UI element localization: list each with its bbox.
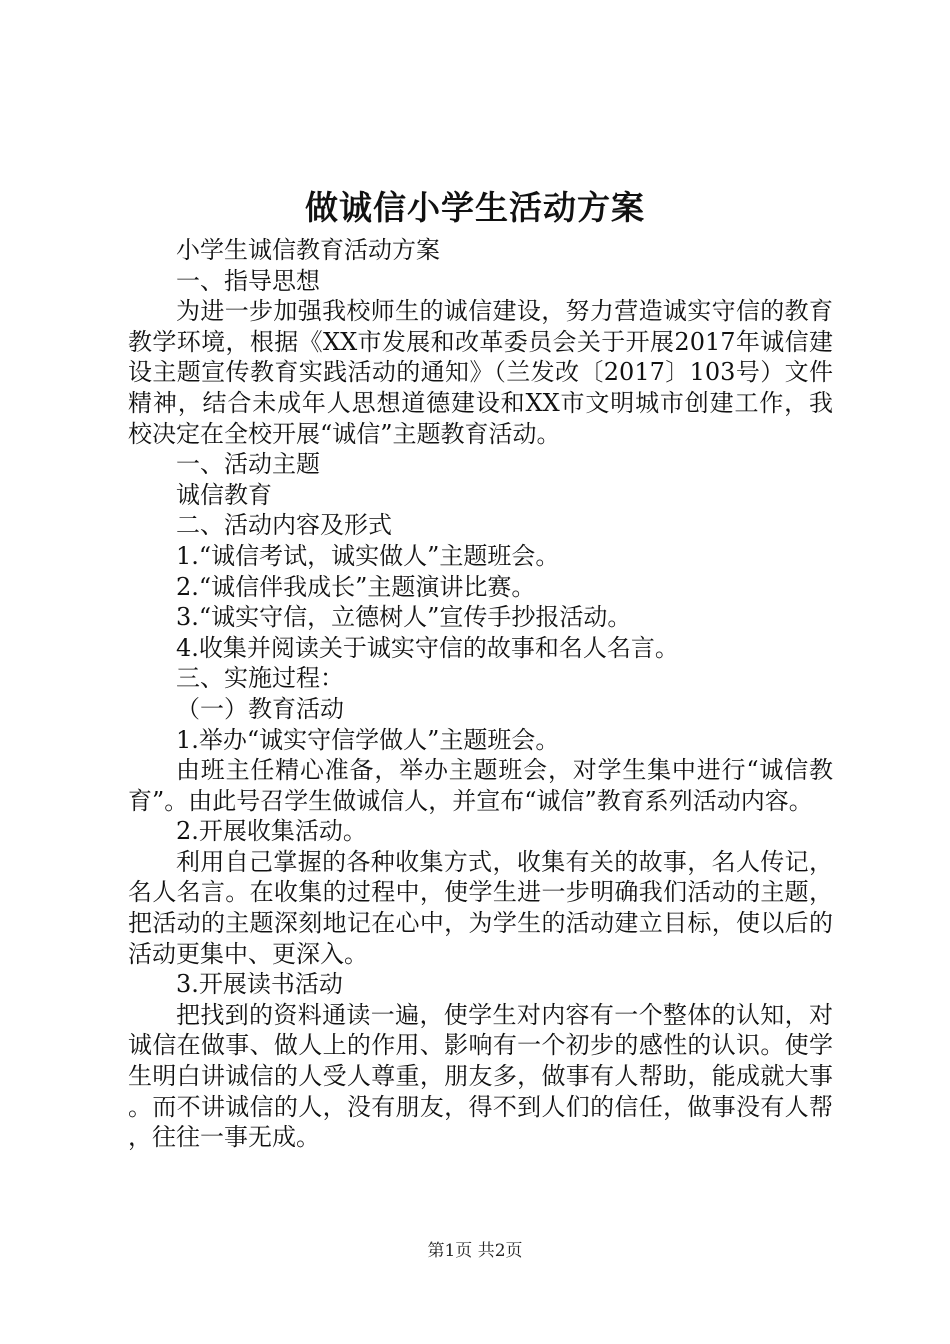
paragraph: 3.“诚实守信，立德树人”宣传手抄报活动。: [176, 603, 632, 632]
paragraph: 小学生诚信教育活动方案: [176, 236, 440, 264]
paragraph: 三、实施过程：: [176, 664, 344, 693]
paragraph: 为进一步加强我校师生的诚信建设，努力营造诚实守信的教育教学环境，根据《XX市发展和改革委员会关于开展2017年诚信建设主题宣传教育实践活动的通知》（兰发改〔2017〕103号）文件精神，结合未成年人思想道德建设和XX市文明城市创建工作，我校决定在全校开展“诚信”主题教育活动。: [128, 297, 833, 448]
document-title: 做诚信小学生活动方案: [305, 188, 645, 227]
paragraph: 二、活动内容及形式: [176, 511, 392, 540]
paragraph: 一、活动主题: [176, 450, 320, 479]
paragraph: 诚信教育: [176, 480, 272, 509]
paragraph: 2.“诚信伴我成长”主题演讲比赛。: [176, 572, 536, 601]
paragraph: 2.开展收集活动。: [176, 817, 367, 846]
paragraph: 利用自己掌握的各种收集方式，收集有关的故事，名人传记，名人名言。在收集的过程中，使学生进一步明确我们活动的主题，把活动的主题深刻地记在心中，为学生的活动建立目标，使以后的活动更集中、更深入。: [128, 847, 833, 968]
page-footer: 第1页 共2页: [427, 1241, 523, 1261]
paragraph: 一、指导思想: [176, 266, 320, 295]
document-body: [128, 235, 833, 1153]
paragraph: （一）教育活动: [176, 694, 344, 723]
paragraph: 1.“诚信考试，诚实做人”主题班会。: [176, 541, 560, 570]
paragraph: 把找到的资料通读一遍，使学生对内容有一个整体的认知，对诚信在做事、做人上的作用、影响有一个初步的感性的认识。使学生明白讲诚信的人受人尊重，朋友多，做事有人帮助，能成就大事。而不讲诚信的人，没有朋友，得不到人们的信任，做事没有人帮，往往一事无成。: [128, 1000, 833, 1152]
paragraph: 4.收集并阅读关于诚实守信的故事和名人名言。: [176, 633, 679, 662]
paragraph: 由班主任精心准备，举办主题班会，对学生集中进行“诚信教育”。由此号召学生做诚信人，并宣布“诚信”教育系列活动内容。: [128, 756, 833, 815]
paragraph: 3.开展读书活动: [176, 970, 343, 999]
paragraph: 1.举办“诚实守信学做人”主题班会。: [176, 725, 560, 754]
